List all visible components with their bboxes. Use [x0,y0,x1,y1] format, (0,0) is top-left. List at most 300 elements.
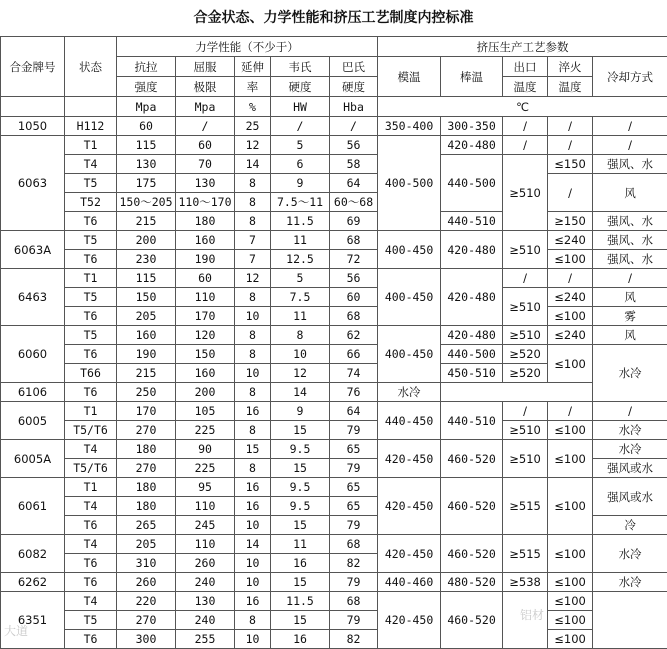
cell-hba: 79 [330,611,378,630]
cell-alloy: 6463 [1,269,65,326]
cell-yield: 190 [176,250,235,269]
cell-hw: 9.5 [271,478,330,497]
cell-tensile: 180 [117,478,176,497]
cell-tensile: 205 [117,535,176,554]
cell-yield: / [176,117,235,136]
cell-die: 420-450 [378,440,441,478]
cell-hw: 15 [271,516,330,535]
header-yield-unit: Mpa [176,97,235,117]
cell-tensile: 220 [117,592,176,611]
header-elong-1: 延伸 [235,57,271,77]
cell-alloy: 6060 [1,326,65,383]
header-spacer-alloy [1,97,65,117]
cell-die: 400-450 [378,231,441,269]
cell-temper: T4 [65,155,117,174]
cell-tensile: 150 [117,288,176,307]
table-row [1,288,667,307]
cell-cool: / [593,136,667,155]
cell-hw: 9 [271,402,330,421]
cell-hw: 6 [271,155,330,174]
cell-quench: ≤100 [548,592,593,611]
cell-exit: ≥515 [503,478,548,535]
cell-hba: / [330,117,378,136]
cell-quench: ≤100 [548,307,593,326]
cell-hba: 64 [330,402,378,421]
cell-quench: ≤100 [548,421,593,440]
cell-cool: 水冷 [593,535,667,573]
cell-temper: T6 [65,345,117,364]
cell-tensile: 300 [117,630,176,649]
header-alloy: 合金牌号 [1,37,65,97]
cell-exit: ≥510 [503,440,548,478]
cell-hw: 9.5 [271,440,330,459]
cell-hw: 12.5 [271,250,330,269]
cell-hba: 65 [330,440,378,459]
cell-elong: 25 [235,117,271,136]
cell-alloy: 6262 [1,573,65,592]
cell-alloy: 6005 [1,402,65,440]
cell-yield: 95 [176,478,235,497]
table-row [1,326,667,345]
table-row [1,269,667,288]
cell-die: 440-460 [378,573,441,592]
header-exit-temp-2: 温度 [503,77,548,97]
cell-alloy: 6106 [1,383,65,402]
cell-hw: 15 [271,459,330,478]
cell-elong: 12 [235,269,271,288]
cell-quench: / [548,117,593,136]
cell-temper: T5 [65,326,117,345]
cell-tensile: 215 [117,364,176,383]
cell-die: 350-400 [378,117,441,136]
cell-cool: / [593,402,667,421]
cell-cool [593,592,667,649]
cell-hba: 65 [330,478,378,497]
cell-hw: 8 [271,326,330,345]
header-temp-unit: ℃ [378,97,667,117]
cell-elong: 14 [235,155,271,174]
header-tensile-2: 强度 [117,77,176,97]
watermark-left: 大道 [4,622,28,639]
cell-tensile: 310 [117,554,176,573]
cell-billet: 420-480 [441,136,503,155]
cell-hw: 9.5 [271,497,330,516]
header-yield-2: 极限 [176,77,235,97]
header-spacer-temper [65,97,117,117]
cell-elong: 14 [235,535,271,554]
header-quench-temp-2: 温度 [548,77,593,97]
cell-hba: 79 [330,459,378,478]
cell-elong: 10 [235,516,271,535]
table-row [1,402,667,421]
cell-temper: T6 [65,212,117,231]
header-quench-temp-1: 淬火 [548,57,593,77]
cell-billet: 420-480 [441,269,503,326]
cell-temper: T5 [65,288,117,307]
cell-elong: 15 [235,440,271,459]
cell-quench: ≤100 [548,478,593,535]
cell-cool: 强风、水 [593,231,667,250]
cell-yield: 130 [176,592,235,611]
cell-cool: 强风、水 [593,250,667,269]
cell-hw: 7.5～11 [271,193,330,212]
cell-cool: 风 [593,174,667,212]
cell-alloy: 1050 [1,117,65,136]
table-row [1,573,667,592]
cell-quench: ≤150 [548,155,593,174]
cell-hw: 15 [271,611,330,630]
cell-hw: 16 [271,630,330,649]
cell-cool: 强风、水 [593,212,667,231]
cell-temper: T5 [65,231,117,250]
cell-temper: T66 [65,364,117,383]
cell-hba: 65 [330,497,378,516]
cell-cool: 水冷 [593,573,667,592]
cell-cool: 雾 [593,307,667,326]
cell-temper: T4 [65,592,117,611]
header-temper: 状态 [65,37,117,97]
cell-elong: 8 [235,459,271,478]
cell-temper: T6 [65,573,117,592]
cell-elong: 10 [235,573,271,592]
cell-quench: / [548,174,593,212]
cell-hba: 66 [330,345,378,364]
header-exit-temp-1: 出口 [503,57,548,77]
cell-exit: / [503,117,548,136]
cell-elong: 10 [235,630,271,649]
cell-cool: 水冷 [593,421,667,440]
cell-temper: T6 [65,554,117,573]
cell-quench: / [548,136,593,155]
cell-exit: ≥520 [503,364,548,383]
cell-hw: 15 [271,573,330,592]
table-row [1,212,667,231]
cell-hba: 68 [330,231,378,250]
cell-quench: ≤100 [548,345,593,383]
table-row [1,174,667,193]
cell-alloy: 6063A [1,231,65,269]
cell-hw: / [271,117,330,136]
cell-quench: ≤100 [548,630,593,649]
watermark-right: 铝材 [520,606,544,623]
header-hba-1: 巴氏 [330,57,378,77]
cell-cool: 风 [593,326,667,345]
cell-yield: 260 [176,554,235,573]
cell-tensile: 180 [117,497,176,516]
cell-tensile: 200 [117,231,176,250]
table-row [1,155,667,174]
cell-hba: 60 [330,288,378,307]
cell-billet: 460-520 [441,535,503,573]
cell-alloy: 6061 [1,478,65,535]
cell-temper: H112 [65,117,117,136]
cell-billet: 440-500 [441,345,503,364]
cell-billet: 420-480 [441,231,503,269]
cell-hba: 79 [330,516,378,535]
header-hw-unit: HW [271,97,330,117]
cell-hba: 68 [330,535,378,554]
cell-tensile: 230 [117,250,176,269]
cell-cool: 冷 [593,516,667,535]
cell-alloy: 6005A [1,440,65,478]
cell-temper: T5 [65,611,117,630]
cell-quench: ≤100 [548,535,593,573]
cell-yield: 60 [176,269,235,288]
cell-tensile: 260 [117,573,176,592]
cell-elong: 8 [235,326,271,345]
cell-yield: 225 [176,459,235,478]
cell-elong: 8 [235,193,271,212]
cell-hba: 68 [330,592,378,611]
cell-yield: 120 [176,326,235,345]
cell-billet: 460-520 [441,478,503,535]
cell-yield: 60 [176,136,235,155]
cell-temper: T4 [65,440,117,459]
cell-hw: 10 [271,345,330,364]
table-row [1,136,667,155]
table-row [1,250,667,269]
cell-elong: 8 [235,611,271,630]
table-row [1,440,667,459]
cell-hba: 68 [330,307,378,326]
header-tensile-1: 抗拉 [117,57,176,77]
cell-tensile: 205 [117,307,176,326]
table-row [1,421,667,440]
cell-hba: 79 [330,573,378,592]
header-elong-unit: % [235,97,271,117]
cell-yield: 160 [176,231,235,250]
cell-temper: T4 [65,535,117,554]
cell-billet: 300-350 [441,117,503,136]
cell-yield: 225 [176,421,235,440]
cell-hba: 74 [330,364,378,383]
cell-hba: 62 [330,326,378,345]
cell-yield: 130 [176,174,235,193]
table-row [1,535,667,554]
cell-quench: ≤100 [548,573,593,592]
cell-yield: 110～170 [176,193,235,212]
cell-elong: 8 [235,288,271,307]
cell-billet: 480-520 [441,573,503,592]
header-yield-1: 屈服 [176,57,235,77]
cell-hw: 11 [271,307,330,326]
cell-quench: ≥150 [548,212,593,231]
cell-tensile: 270 [117,459,176,478]
table-row [1,231,667,250]
standards-table [0,36,667,649]
cell-elong: 10 [235,307,271,326]
cell-exit: ≥510 [503,231,548,269]
cell-temper: T6 [65,383,117,402]
cell-hw: 9 [271,174,330,193]
cell-exit: ≥510 [503,421,548,440]
cell-elong: 16 [235,478,271,497]
cell-temper: T5/T6 [65,421,117,440]
cell-tensile: 265 [117,516,176,535]
cell-quench: ≤100 [548,440,593,478]
cell-elong: 10 [235,554,271,573]
header-hw-2: 硬度 [271,77,330,97]
table-row [1,478,667,497]
cell-yield: 90 [176,440,235,459]
cell-die: 400-450 [378,326,441,383]
cell-tensile: 270 [117,421,176,440]
cell-hw: 5 [271,136,330,155]
cell-hba: 76 [330,383,378,402]
cell-hba: 69 [330,212,378,231]
cell-hw: 11 [271,535,330,554]
cell-elong: 7 [235,250,271,269]
cell-yield: 245 [176,516,235,535]
cell-hw: 5 [271,269,330,288]
cell-temper: T4 [65,497,117,516]
cell-billet: 440-500 [441,155,503,212]
cell-hw: 11.5 [271,212,330,231]
cell-elong: 10 [235,364,271,383]
cell-hw: 16 [271,554,330,573]
cell-cool: 水冷 [593,345,667,402]
cell-cool: 风 [593,288,667,307]
cell-tensile: 130 [117,155,176,174]
table-row [1,117,667,136]
cell-temper: T6 [65,307,117,326]
cell-exit: / [503,402,548,421]
cell-cool: 强风或水 [593,459,667,478]
cell-exit: / [503,269,548,288]
cell-cool: 强风或水 [593,478,667,516]
header-mechanical: 力学性能（不少于） [117,37,378,57]
cell-hw: 12 [271,364,330,383]
cell-elong: 16 [235,402,271,421]
cell-exit: ≥510 [503,326,548,345]
cell-hba: 79 [330,421,378,440]
cell-die: 440-450 [378,402,441,440]
header-process: 挤压生产工艺参数 [378,37,667,57]
cell-alloy: 6351 [1,592,65,649]
cell-hba: 82 [330,554,378,573]
cell-hba: 72 [330,250,378,269]
cell-billet: 440-510 [441,212,503,231]
cell-tensile: 180 [117,440,176,459]
cell-quench: ≤100 [548,250,593,269]
cell-temper: T1 [65,269,117,288]
cell-yield: 240 [176,611,235,630]
cell-cool: 水冷 [593,440,667,459]
header-hba-2: 硬度 [330,77,378,97]
cell-elong: 8 [235,421,271,440]
cell-yield: 110 [176,288,235,307]
cell-temper: T5 [65,174,117,193]
cell-quench: / [548,269,593,288]
cell-hw: 11 [271,231,330,250]
cell-quench: ≤240 [548,288,593,307]
cell-hba: 58 [330,155,378,174]
header-tensile-unit: Mpa [117,97,176,117]
header-hba-unit: Hba [330,97,378,117]
cell-elong: 16 [235,497,271,516]
cell-yield: 200 [176,383,235,402]
cell-exit: ≥538 [503,573,548,592]
table-row [1,383,667,402]
cell-hba: 64 [330,174,378,193]
cell-tensile: 270 [117,611,176,630]
cell-hw: 7.5 [271,288,330,307]
cell-tensile: 115 [117,136,176,155]
cell-yield: 110 [176,497,235,516]
cell-elong: 8 [235,212,271,231]
cell-billet: 450-510 [441,364,503,383]
cell-yield: 180 [176,212,235,231]
cell-yield: 170 [176,307,235,326]
cell-quench: ≤240 [548,326,593,345]
header-cooling: 冷却方式 [593,57,667,97]
cell-quench: ≤100 [548,611,593,630]
cell-tensile: 190 [117,345,176,364]
cell-quench: ≤240 [548,231,593,250]
cell-hba: 56 [330,269,378,288]
header-elong-2: 率 [235,77,271,97]
cell-billet: 440-510 [441,402,503,440]
cell-tensile: 250 [117,383,176,402]
cell-exit: ≥510 [503,288,548,326]
cell-tensile: 150～205 [117,193,176,212]
cell-cool: / [593,269,667,288]
cell-temper: T6 [65,630,117,649]
cell-alloy: 6082 [1,535,65,573]
cell-alloy: 6063 [1,136,65,231]
cell-elong: 8 [235,383,271,402]
cell-die: 400-500 [378,136,441,231]
cell-yield: 240 [176,573,235,592]
header-hw-1: 韦氏 [271,57,330,77]
cell-tensile: 170 [117,402,176,421]
table-row [1,307,667,326]
cell-yield: 110 [176,535,235,554]
cell-die: 420-450 [378,478,441,535]
cell-tensile: 115 [117,269,176,288]
cell-exit: ≥510 [503,155,548,231]
cell-die: 400-450 [378,269,441,326]
table-row [1,345,667,364]
cell-elong: 16 [235,592,271,611]
cell-die: 420-450 [378,592,441,649]
cell-elong: 8 [235,174,271,193]
cell-temper: T1 [65,136,117,155]
cell-yield: 160 [176,364,235,383]
cell-tensile: 60 [117,117,176,136]
cell-temper: T6 [65,250,117,269]
cell-billet: 420-480 [441,326,503,345]
cell-temper: T52 [65,193,117,212]
cell-hw: 15 [271,421,330,440]
cell-exit: ≥520 [503,345,548,364]
cell-yield: 70 [176,155,235,174]
header-billet-temp: 棒温 [441,57,503,97]
cell-cool: / [593,117,667,136]
header-die-temp: 模温 [378,57,441,97]
cell-temper: T1 [65,402,117,421]
cell-tensile: 175 [117,174,176,193]
cell-temper: T5/T6 [65,459,117,478]
cell-quench: / [548,402,593,421]
table-title: 合金状态、力学性能和挤压工艺制度内控标准 [0,0,667,36]
cell-temper: T6 [65,516,117,535]
cell-cool: 水冷 [378,383,441,402]
cell-exit: ≥515 [503,535,548,573]
cell-elong: 7 [235,231,271,250]
cell-billet: 460-520 [441,440,503,478]
cell-tensile: 215 [117,212,176,231]
